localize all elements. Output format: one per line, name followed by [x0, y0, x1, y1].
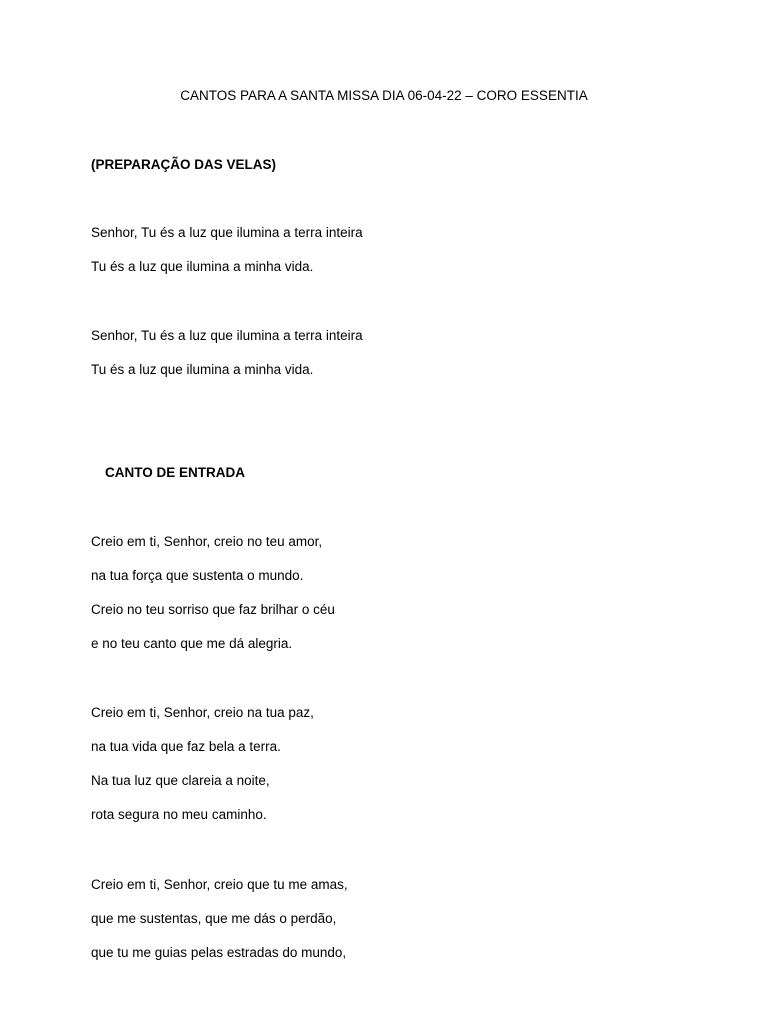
lyric-line: Creio no teu sorriso que faz brilhar o céu — [91, 602, 335, 617]
lyric-line: Senhor, Tu és a luz que ilumina a terra inteira — [91, 225, 363, 240]
lyric-line: na tua força que sustenta o mundo. — [91, 568, 304, 583]
section-heading-preparacao: (PREPARAÇÃO DAS VELAS) — [91, 157, 277, 172]
section-heading-canto-de-entrada: CANTO DE ENTRADA — [105, 465, 246, 480]
lyric-line: Creio em ti, Senhor, creio na tua paz, — [91, 705, 314, 720]
lyric-line: rota segura no meu caminho. — [91, 807, 267, 822]
lyric-line: Tu és a luz que ilumina a minha vida. — [91, 362, 314, 377]
lyric-line: Creio em ti, Senhor, creio que tu me amas, — [91, 877, 348, 892]
lyric-line: e no teu canto que me dá alegria. — [91, 636, 293, 651]
lyric-line: Senhor, Tu és a luz que ilumina a terra inteira — [91, 328, 363, 343]
lyric-line: que tu me guias pelas estradas do mundo, — [91, 945, 347, 960]
lyric-line: Creio em ti, Senhor, creio no teu amor, — [91, 534, 323, 549]
lyric-line: Na tua luz que clareia a noite, — [91, 773, 270, 788]
document-title: CANTOS PARA A SANTA MISSA DIA 06-04-22 – CORO ESSENTIA — [180, 88, 588, 103]
lyric-line: na tua vida que faz bela a terra. — [91, 739, 281, 754]
lyric-line: que me sustentas, que me dás o perdão, — [91, 911, 337, 926]
lyric-line: Tu és a luz que ilumina a minha vida. — [91, 259, 314, 274]
